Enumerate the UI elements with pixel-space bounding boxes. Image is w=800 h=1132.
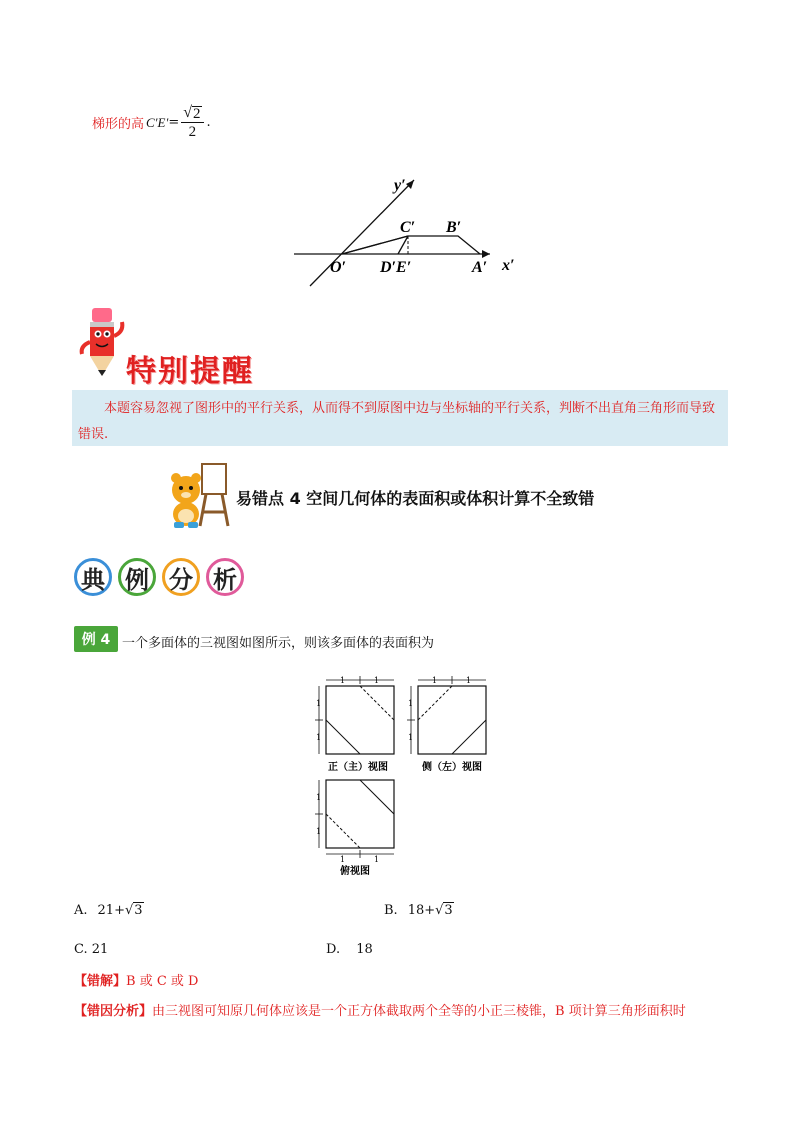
choice-a[interactable]: A. 21+ √ 3 [74, 903, 143, 918]
choice-a-label: A. [74, 903, 88, 918]
front-dim-3: 1 [316, 699, 322, 708]
choice-b-label: B. [384, 903, 398, 918]
label-c: C′ [400, 219, 416, 236]
bear-easel-icon [164, 460, 234, 530]
header-char-1: 典 [74, 558, 112, 596]
side-dim-4: 1 [408, 733, 414, 742]
wrong-answer-label: 【错解】 [74, 974, 127, 989]
top-view-label: 俯视图 [340, 866, 370, 877]
label-y-axis: y′ [394, 177, 406, 194]
side-dim-2: 1 [466, 676, 472, 685]
reminder-title: 特别提醒 [126, 354, 254, 389]
question-text: 一个多面体的三视图如图所示，则该多面体的表面积为 [122, 636, 435, 651]
choice-c[interactable]: C. 21 [74, 942, 109, 957]
label-x-axis: x′ [502, 257, 515, 274]
example-tag: 例 4 [74, 626, 118, 652]
choice-d-value: 18 [356, 942, 373, 957]
side-view [407, 676, 486, 754]
header-char-2: 例 [118, 558, 156, 596]
wrong-answer-text: B 或 C 或 D [126, 974, 199, 989]
choice-b[interactable]: B. 18+ √ 3 [384, 903, 453, 918]
choice-b-value: 18+ [407, 903, 436, 918]
equals: = [168, 115, 180, 130]
pencil-mascot-icon [78, 302, 126, 380]
side-dim-3: 1 [408, 699, 414, 708]
analysis-text: 由三视图可知原几何体应该是一个正方体截取两个全等的小正三棱锥，B 项计算三角形面积时 [152, 1004, 686, 1019]
top-view [315, 780, 394, 864]
analysis-label: 【错因分析】 [74, 1004, 153, 1019]
oblique-trapezoid-figure [290, 168, 520, 290]
top-dim-2: 1 [374, 855, 380, 864]
choice-a-value: 21+ [97, 903, 125, 918]
section-title: 易错点 4 空间几何体的表面积或体积计算不全致错 [236, 489, 595, 508]
top-dim-4: 1 [316, 827, 322, 836]
front-dim-1: 1 [340, 676, 346, 685]
label-o: O′ [330, 259, 347, 276]
front-view [315, 676, 394, 754]
choice-d-label: D. [326, 942, 341, 957]
front-dim-2: 1 [374, 676, 380, 685]
header-char-4: 析 [206, 558, 244, 596]
height-var: C′E′ [146, 114, 169, 130]
top-dim-1: 1 [340, 855, 346, 864]
side-view-label: 侧（左）视图 [422, 762, 482, 773]
wrong-answer-line [74, 970, 198, 989]
trapezoid-height-line [92, 104, 211, 141]
height-prefix: 梯形的高 [92, 117, 145, 132]
fraction-numerator: 2 [193, 106, 201, 122]
top-dim-3: 1 [316, 793, 322, 802]
header-char-3: 分 [162, 558, 200, 596]
fraction-denominator: 2 [188, 124, 197, 140]
reminder-text: 本题容易忽视了图形中的平行关系，从而得不到原图中边与坐标轴的平行关系，判断不出直角三角形而导致错误. [78, 401, 716, 442]
three-view-figure [310, 672, 500, 882]
choice-d[interactable] [326, 942, 373, 957]
label-d-e: D′E′ [380, 259, 412, 276]
front-dim-4: 1 [316, 733, 322, 742]
side-dim-1: 1 [432, 676, 438, 685]
choice-b-radicand: 3 [444, 903, 453, 918]
example-analysis-header [74, 558, 244, 596]
label-a: A′ [472, 259, 488, 276]
choice-a-radicand: 3 [134, 903, 143, 918]
label-b: B′ [446, 219, 462, 236]
height-fraction: √ 2 2 [181, 104, 203, 141]
analysis-line [74, 1000, 734, 1019]
height-suffix: . [206, 115, 211, 130]
front-view-label: 正（主）视图 [328, 762, 388, 773]
